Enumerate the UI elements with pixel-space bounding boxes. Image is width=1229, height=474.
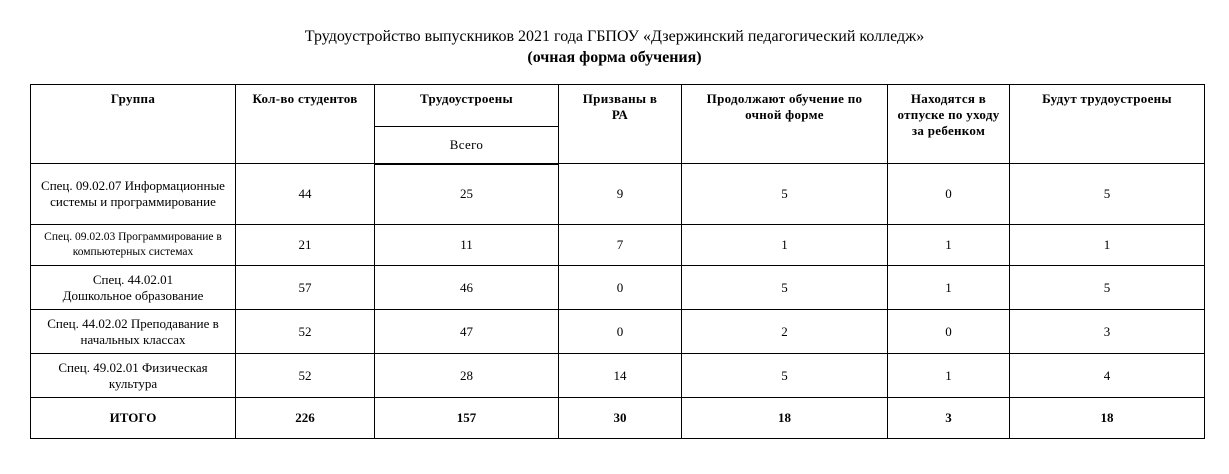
table-row (31, 225, 1205, 266)
header-group: Группа (31, 85, 236, 164)
cell-leave: 1 (888, 354, 1010, 398)
cell-study: 2 (682, 310, 888, 354)
cell-leave: 1 (888, 225, 1010, 266)
total-label: ИТОГО (31, 398, 236, 439)
table-row (31, 164, 1205, 225)
cell-students: 52 (236, 354, 375, 398)
cell-students: 44 (236, 164, 375, 225)
cell-will: 4 (1010, 354, 1205, 398)
header-study-label: Продолжают обучение по очной форме (706, 91, 863, 122)
total-study: 18 (682, 398, 888, 439)
cell-employed: 28 (375, 354, 559, 398)
header-employed: Трудоустроены (375, 85, 559, 127)
cell-leave: 0 (888, 164, 1010, 225)
cell-study: 5 (682, 266, 888, 310)
total-students: 226 (236, 398, 375, 439)
cell-students: 57 (236, 266, 375, 310)
cell-employed: 11 (375, 225, 559, 266)
header-army-label: Призваны в РА (582, 91, 658, 122)
document-subtitle: (очная форма обучения) (527, 49, 702, 66)
cell-leave: 0 (888, 310, 1010, 354)
cell-group: Спец. 09.02.03 Программирование в компьютерных системах (31, 225, 236, 266)
cell-group: Спец. 44.02.02 Преподавание в начальных классах (31, 310, 236, 354)
cell-group-label: Спец. 49.02.01 Физическая культура (58, 359, 208, 391)
document-title: Трудоустройство выпускников 2021 года ГБПОУ «Дзержинский педагогический колледж» (304, 28, 925, 45)
header-leave: Находятся в отпуске по уходу за ребенком (888, 85, 1010, 164)
total-row (31, 398, 1205, 439)
cell-employed: 46 (375, 266, 559, 310)
cell-study: 1 (682, 225, 888, 266)
cell-army: 0 (559, 310, 682, 354)
cell-army: 14 (559, 354, 682, 398)
total-employed: 157 (375, 398, 559, 439)
table-row (31, 354, 1205, 398)
header-will-be-employed: Будут трудоустроены (1010, 85, 1205, 164)
total-leave: 3 (888, 398, 1010, 439)
cell-will: 5 (1010, 266, 1205, 310)
cell-students: 52 (236, 310, 375, 354)
cell-will: 3 (1010, 310, 1205, 354)
cell-will: 5 (1010, 164, 1205, 225)
cell-students: 21 (236, 225, 375, 266)
cell-leave: 1 (888, 266, 1010, 310)
header-study (682, 85, 888, 164)
header-students: Кол-во студентов (236, 85, 375, 164)
cell-study: 5 (682, 354, 888, 398)
cell-army: 0 (559, 266, 682, 310)
table-row (31, 310, 1205, 354)
total-army: 30 (559, 398, 682, 439)
cell-study: 5 (682, 164, 888, 225)
cell-will: 1 (1010, 225, 1205, 266)
cell-group: Спец. 09.02.07 Информационные системы и программирование (31, 164, 236, 225)
cell-army: 7 (559, 225, 682, 266)
cell-employed: 47 (375, 310, 559, 354)
cell-employed: 25 (375, 164, 559, 225)
cell-group-label: Спец. 44.02.01 Дошкольное образование (62, 271, 204, 303)
table-row (31, 266, 1205, 310)
header-army (559, 85, 682, 164)
total-will: 18 (1010, 398, 1205, 439)
cell-group (31, 266, 236, 310)
header-employed-total: Всего (375, 127, 559, 164)
employment-table (30, 84, 1205, 439)
cell-army: 9 (559, 164, 682, 225)
table-header-row (31, 85, 1205, 127)
cell-group (31, 354, 236, 398)
